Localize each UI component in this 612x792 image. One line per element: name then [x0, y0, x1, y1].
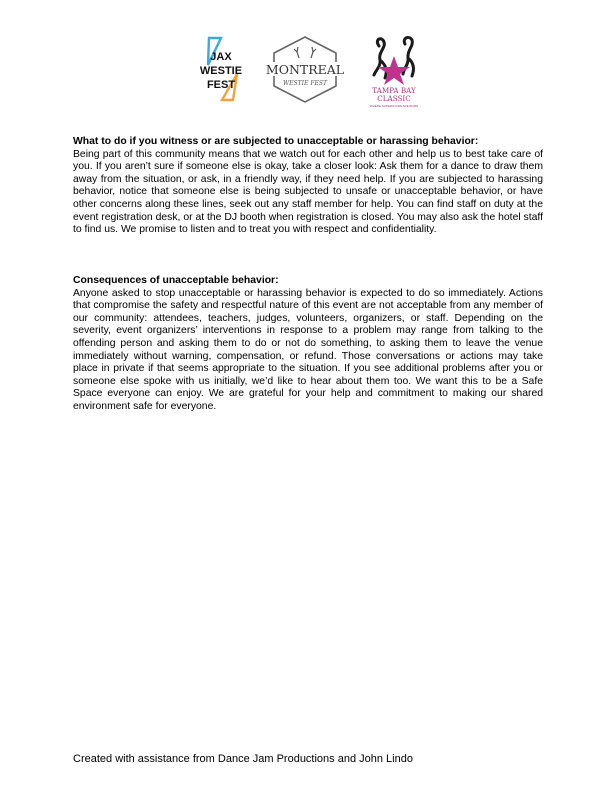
logo-westie-text: WESTIE	[199, 65, 243, 77]
tampa-bay-classic-logo	[358, 34, 430, 108]
flamingo-left-icon	[374, 39, 386, 78]
consequences-heading: Consequences of unacceptable behavior:	[73, 275, 279, 286]
witness-heading: What to do if you witness or are subjected to unacceptable or harassing behavior:	[73, 136, 479, 147]
jax-westie-fest-logo	[195, 34, 247, 104]
logo-westiefest-text: WESTIE FEST	[283, 80, 327, 87]
logo-montreal-text: MONTREAL	[266, 62, 344, 77]
logo-jax-text: JAX	[210, 51, 232, 63]
consequences-section	[73, 275, 543, 414]
logo-tampabay-text: TAMPA BAY	[372, 86, 416, 95]
footer-credit: Created with assistance from Dance Jam Productions and John Lindo	[73, 753, 413, 765]
witness-body: Being part of this community means that we watch out for each other and help us to best take care of you. If you aren’t sure if someone else is okay, take a closer look: Ask them for a dance to draw them away from the situation, or ask, in a friendly way, if they need help. If you are subjected to harassing behavior, notice that someone else is being subjected to unsafe or unacceptable behavior, or have other concerns along these lines, seek out any staff member for help. You can find staff on duty at the event registration desk, or at the DJ booth when registration is closed. You may also ask the hotel staff to find us. We promise to listen and to treat you with respect and confidentiality.	[73, 148, 543, 236]
montreal-westie-fest-logo	[266, 34, 344, 104]
logo-fest-text: FEST	[206, 79, 236, 91]
witness-section	[73, 136, 543, 237]
consequences-body: Anyone asked to stop unacceptable or harassing behavior is expected to do so immediately. Actions that compromise the safety and respectful nature of this event are not acceptable from any member of our community: attendees, teachers, judges, volunteers, organizers, or staff. Depending on the severity, event organizers’ interventions in response to a problem may range from talking to the offending person and asking them to do or not do something, to asking them to leave the venue immediately without warning, compensation, or refund. Those conversations or actions may take place in private if that seems appropriate to the situation. If you see additional problems after you or someone else spoke with us initially, we’d like to hear about them too. We want this to be a Safe Space everyone can enjoy. We are grateful for your help and commitment to making our shared environment safe for everyone.	[73, 287, 543, 412]
logo-row	[0, 34, 612, 108]
logo-tagline-text: WHERE SUPERSTARS ARE BORN	[369, 104, 419, 108]
logo-classic-text: CLASSIC	[377, 94, 411, 103]
